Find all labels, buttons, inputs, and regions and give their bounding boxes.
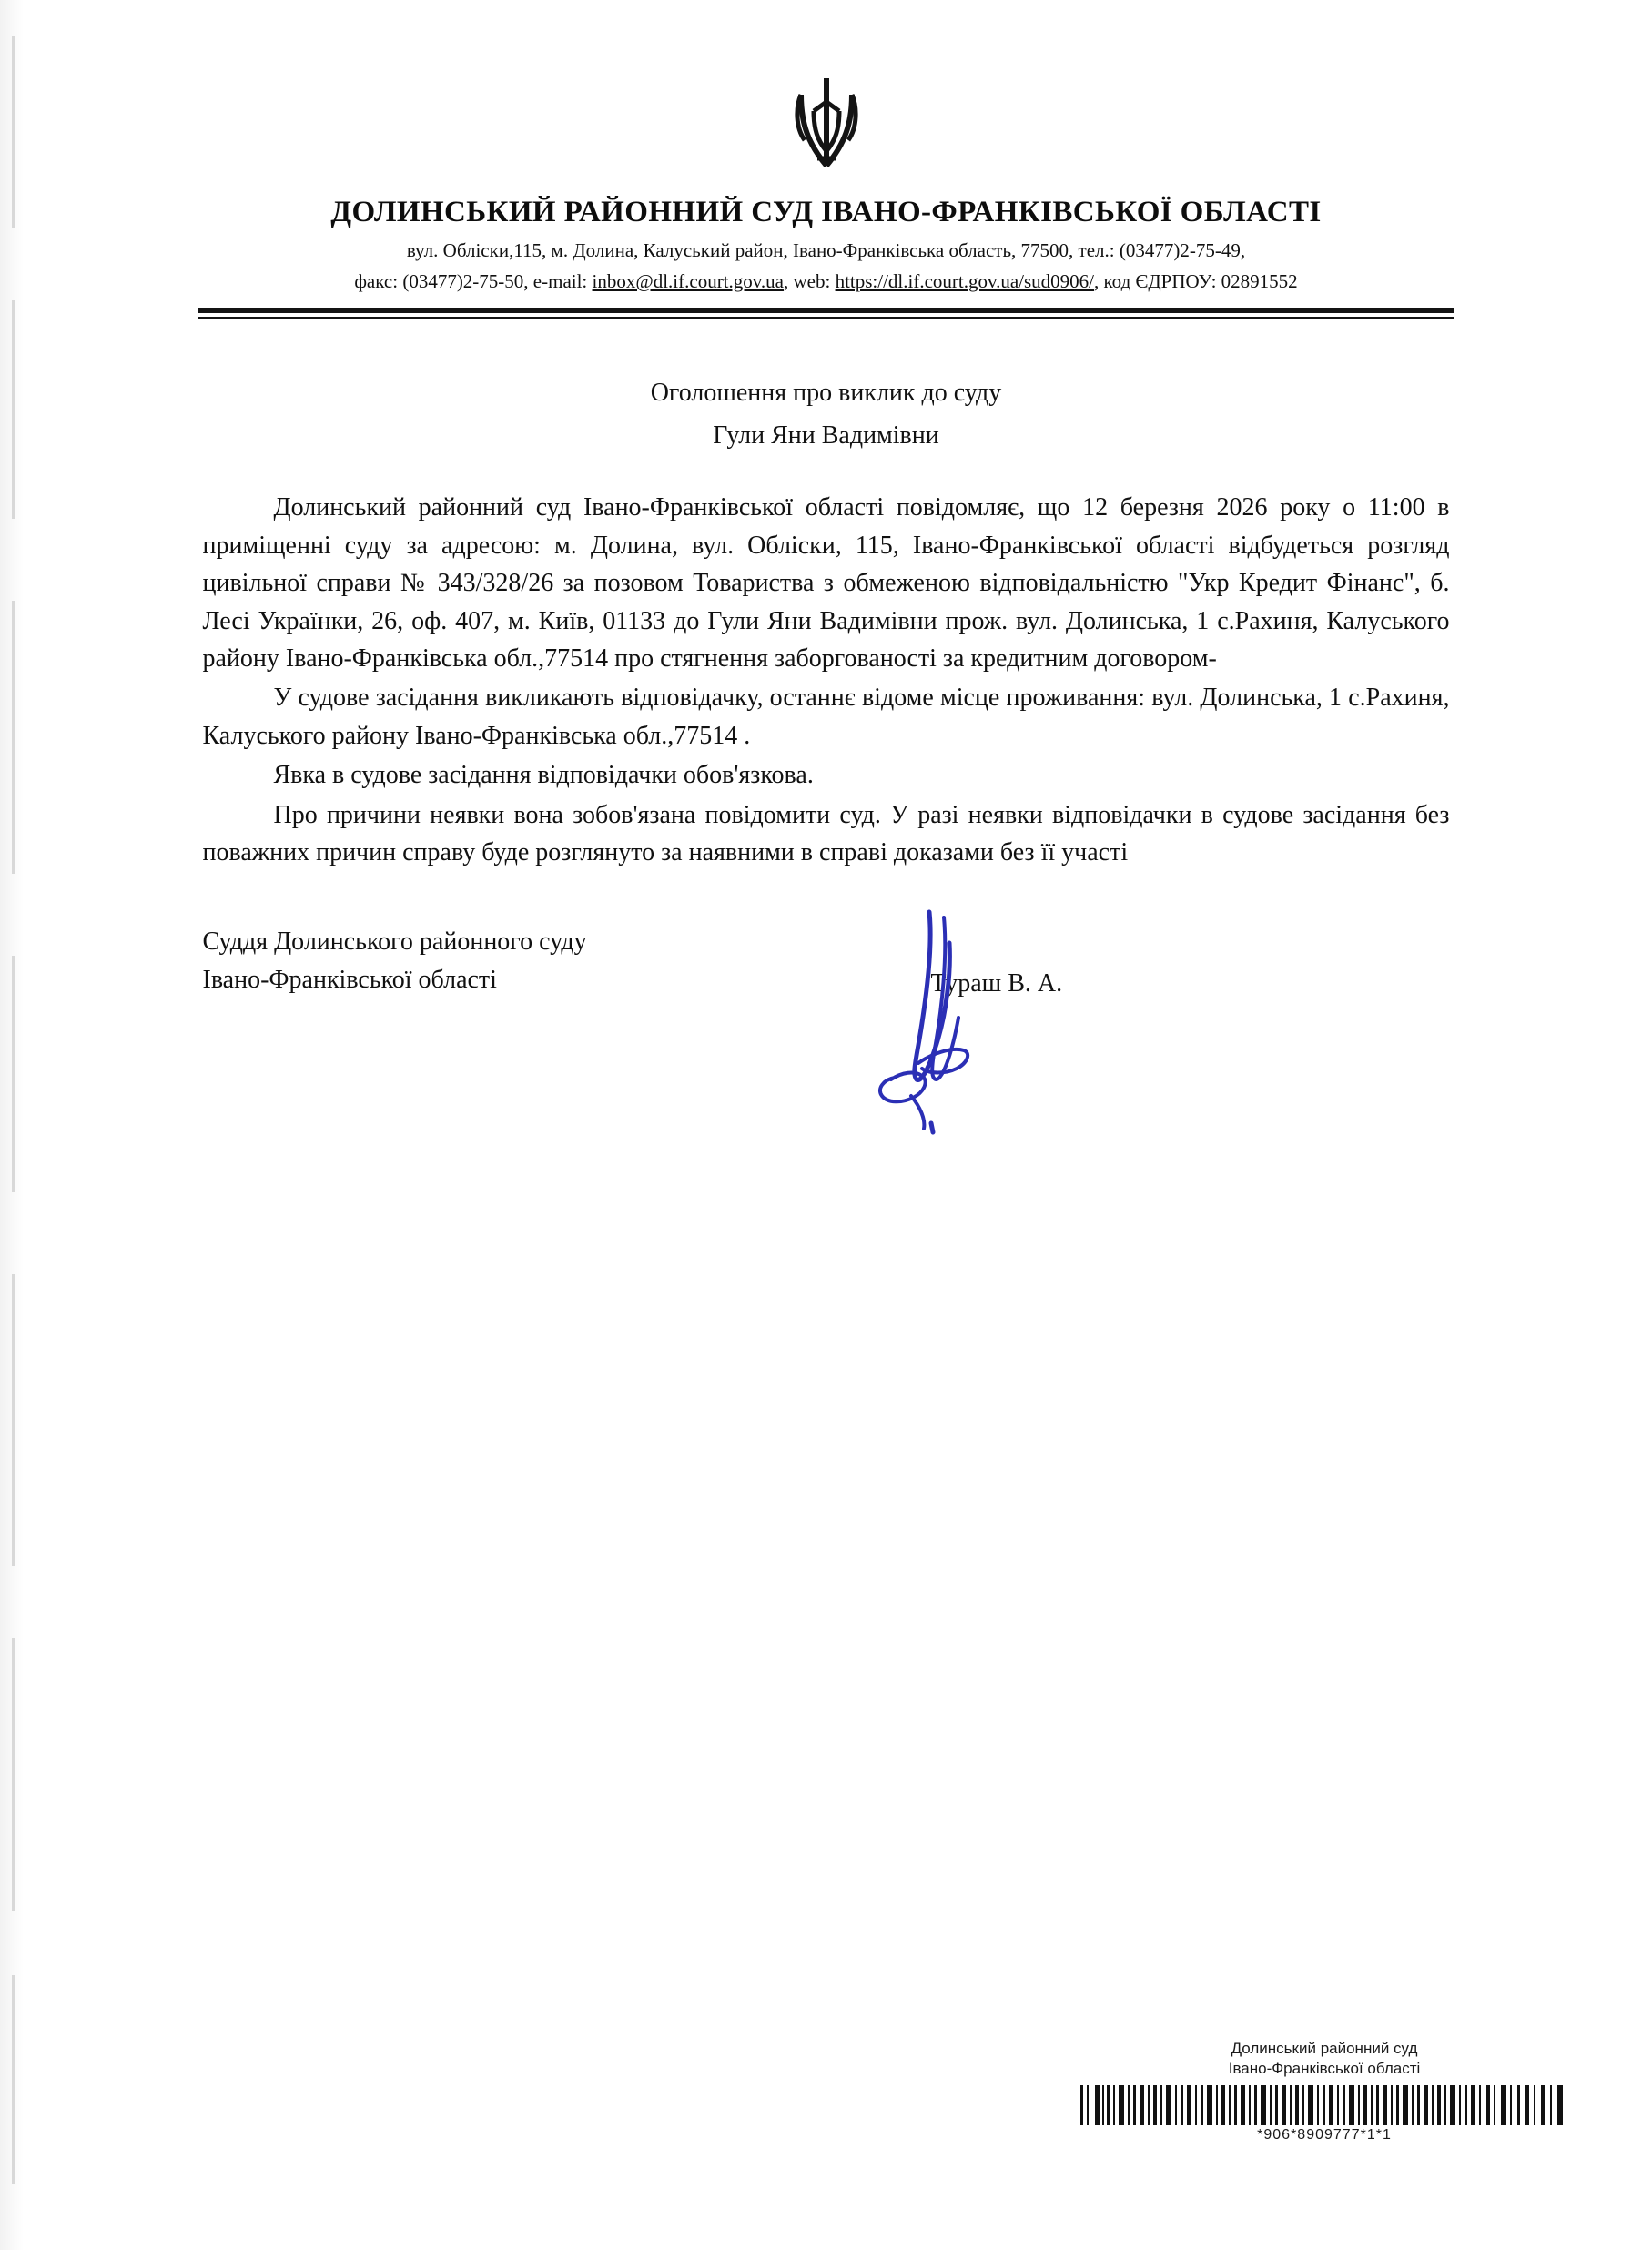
emblem-container <box>0 0 1652 183</box>
court-address: вул. Обліски,115, м. Долина, Калуський район, Івано-Франківська область, 77500, тел.: (03477)2-75-49, <box>406 239 1246 261</box>
scan-mark <box>12 1975 15 2184</box>
scan-mark <box>12 1274 15 1566</box>
handwritten-signature-icon <box>831 885 1131 1158</box>
stamp-line-2: Івано-Франківської області <box>1228 2060 1421 2078</box>
court-email-link[interactable]: inbox@dl.if.court.gov.ua <box>592 270 784 292</box>
body-paragraph-3: Явка в судове засідання відповідачки обов'язкова. <box>273 761 814 790</box>
court-name: ДОЛИНСЬКИЙ РАЙОННИЙ СУД ІВАНО-ФРАНКІВСЬКОЇ ОБЛАСТІ <box>330 196 1322 228</box>
contacts-middle: , web: <box>783 270 836 292</box>
contacts-suffix: , код ЄДРПОУ: 02891552 <box>1094 270 1298 292</box>
barcode-number: *906*8909777*1*1 <box>1257 2127 1392 2144</box>
scan-mark <box>12 1638 15 1911</box>
barcode-icon <box>1079 2085 1570 2125</box>
signer-role-line-2: Івано-Франківської області <box>202 965 497 994</box>
signature-block <box>203 923 1450 999</box>
footer-stamp <box>1069 2039 1579 2144</box>
document-title <box>0 375 1652 454</box>
title-line-2: Гули Яни Вадимівни <box>713 421 939 450</box>
signer-name: Тураш В. А. <box>930 968 1063 998</box>
signer-role <box>203 923 587 999</box>
header-divider <box>198 308 1454 319</box>
contacts-prefix: факс: (03477)2-75-50, e-mail: <box>354 270 593 292</box>
signer-role-line-1: Суддя Долинського районного суду <box>202 927 587 956</box>
body-paragraph-4: Про причини неявки вона зобов'язана повідомити суд. У разі неявки відповідачки в судове засідання без поважних причин справу буде розглянуто за наявними в справі доказами без її участі <box>202 800 1450 867</box>
court-website-link[interactable]: https://dl.if.court.gov.ua/sud0906/ <box>835 270 1095 292</box>
ukraine-trident-emblem-icon <box>786 71 867 178</box>
body-paragraph-2: У судове засідання викликають відповідачку, останнє відоме місце проживання: вул. Долинська, 1 с.Рахиня, Калуського району Івано-Франківська обл.,77514 . <box>202 684 1450 750</box>
court-contacts <box>0 270 1652 293</box>
document-body <box>203 489 1450 871</box>
title-line-1: Оголошення про виклик до суду <box>650 379 1002 407</box>
stamp-line-1: Долинський районний суд <box>1231 2040 1418 2057</box>
body-paragraph-1: Долинський районний суд Івано-Франківської області повідомляє, що 12 березня 2026 року о 11:00 в приміщенні суду за адресою: м. Долина, вул. Обліски, 115, Івано-Франківської області відбудеться розгляд цивільної справи № 343/328/26 за позовом Товариства з обмеженою відповідальністю "Укр Кредит Фінанс", б. Лесі Українки, 26, оф. 407, м. Київ, 01133 до Гули Яни Вадимівни прож. вул. Долинська, 1 с.Рахиня, Калуського району Івано-Франківська обл.,77514 про стягнення заборгованості за кредитним договором- <box>202 493 1450 673</box>
